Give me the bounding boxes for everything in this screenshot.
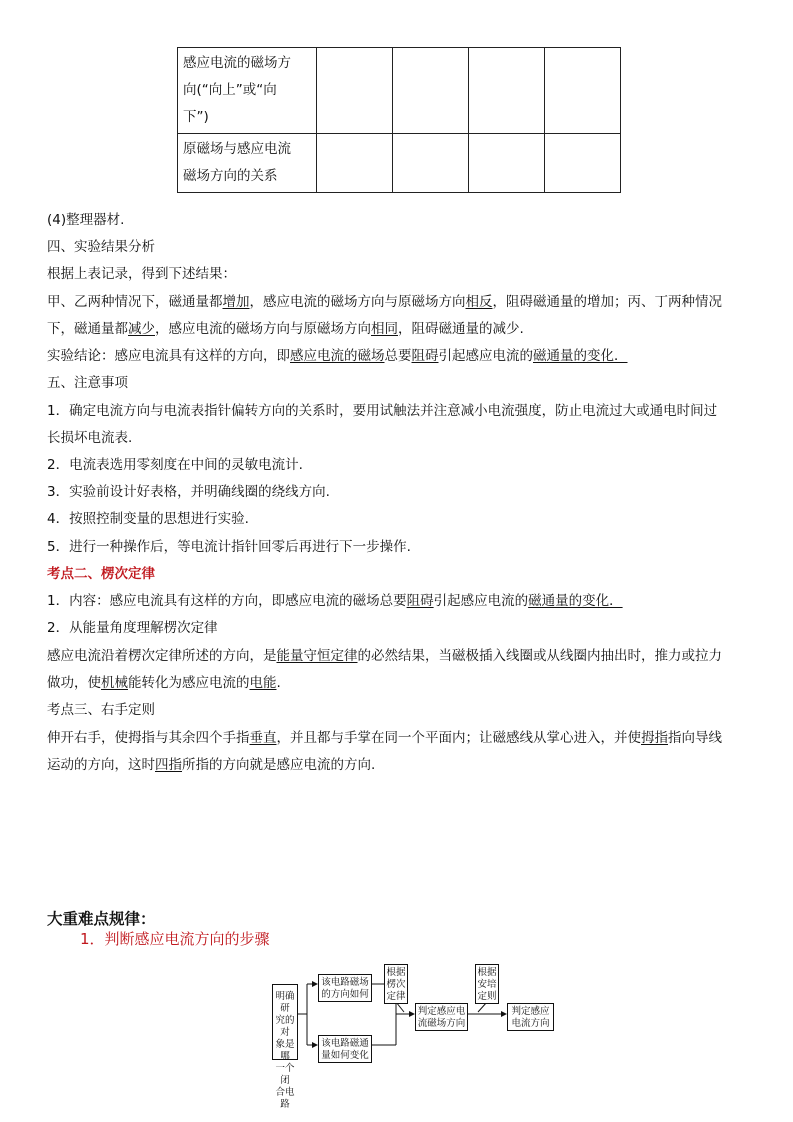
note-item-4: 4．按照控制变量的思想进行实验.	[47, 511, 249, 527]
label-line: 磁场方向的关系	[183, 168, 278, 184]
flow-text: 根据	[386, 967, 406, 978]
flow-text: 根据	[477, 967, 497, 978]
flow-text: 定则	[477, 991, 497, 1002]
flow-text: 的方向如何	[321, 989, 369, 1000]
flow-text: 判定感应电	[417, 1006, 466, 1017]
flow-box-induced-field	[415, 1003, 468, 1031]
label-line: 向(“向上”或“向	[183, 82, 277, 98]
kp3-line-1: 伸开右手，使拇指与其余四个手指垂直，并且都与手掌在同一个平面内；让磁感线从掌心进入，并使拇指指向导线	[47, 730, 722, 746]
label-line: 下”)	[183, 109, 209, 125]
rules-item-1: 1．判断感应电流方向的步骤	[80, 930, 270, 948]
flow-box-lenz-law	[384, 964, 408, 1004]
label-line: 感应电流的磁场方	[183, 55, 291, 71]
step-4: (4)整理器材.	[47, 212, 125, 228]
flow-box-ampere-rule	[475, 964, 499, 1004]
note-item-1: 1．确定电流方向与电流表指针偏转方向的关系时，要用试触法并注意减小电流强度，防止电流过大或通电时间过	[47, 403, 718, 419]
note-item-5: 5．进行一种操作后，等电流计指针回零后再进行下一步操作.	[47, 539, 411, 555]
section-4-paragraph-line: 下，磁通量都减少，感应电流的磁场方向与原磁场方向相同，阻碍磁通量的减少.	[47, 321, 524, 337]
flow-text: 明确研	[275, 991, 295, 1014]
kp3-line-2: 运动的方向，这时四指所指的方向就是感应电流的方向.	[47, 757, 376, 773]
rules-heading: 大重难点规律：	[47, 910, 156, 928]
note-item-3: 3．实验前设计好表格，并明确线圈的绕线方向.	[47, 484, 330, 500]
kp2-line-1: 1．内容：感应电流具有这样的方向，即感应电流的磁场总要阻碍引起感应电流的磁通量的变化．	[47, 593, 623, 609]
kp2-line-3: 感应电流沿着楞次定律所述的方向，是能量守恒定律的必然结果，当磁极插入线圈或从线圈内抽出时，推力或拉力	[47, 648, 722, 664]
flow-text: 楞次	[386, 979, 406, 990]
flow-text: 象是哪	[275, 1039, 295, 1062]
flow-text: 判定感应	[511, 1006, 550, 1017]
flow-text: 流磁场方向	[417, 1018, 466, 1029]
kp2-line-4: 做功，使机械能转化为感应电流的电能.	[47, 675, 281, 691]
flow-text: 量如何变化	[321, 1050, 369, 1061]
flow-text: 究的对	[275, 1015, 295, 1038]
flow-text: 电流方向	[511, 1018, 550, 1029]
label-line: 原磁场与感应电流	[183, 141, 291, 157]
flow-text: 该电路磁通	[321, 1038, 369, 1049]
kp2-heading: 考点二、楞次定律	[47, 566, 155, 582]
flow-box-field-direction	[318, 974, 372, 1002]
experiment-conclusion: 实验结论：感应电流具有这样的方向，即感应电流的磁场总要阻碍引起感应电流的磁通量的变化．	[47, 348, 628, 364]
section-5-heading: 五、注意事项	[47, 375, 128, 391]
section-4-heading: 四、实验结果分析	[47, 239, 155, 255]
flow-text: 一个闭	[275, 1063, 295, 1086]
note-item-2: 2．电流表选用零刻度在中间的灵敏电流计.	[47, 457, 303, 473]
note-item-1-cont: 长损坏电流表.	[47, 430, 133, 446]
flow-text: 安培	[477, 979, 497, 990]
flow-box-current-direction	[507, 1003, 554, 1031]
flow-box-flux-change	[318, 1035, 372, 1063]
section-4-paragraph-line: 甲、乙两种情况下，磁通量都增加，感应电流的磁场方向与原磁场方向相反，阻碍磁通量的增加；丙、丁两种情况	[47, 294, 722, 310]
flow-box-start	[272, 984, 298, 1110]
section-4-intro: 根据上表记录，得到下述结果：	[47, 266, 236, 282]
kp3-heading: 考点三、右手定则	[47, 702, 155, 718]
flow-text: 定律	[386, 991, 406, 1002]
kp2-line-2: 2．从能量角度理解楞次定律	[47, 620, 218, 636]
flow-text: 该电路磁场	[321, 977, 369, 988]
flow-text: 合电路	[275, 1087, 295, 1110]
